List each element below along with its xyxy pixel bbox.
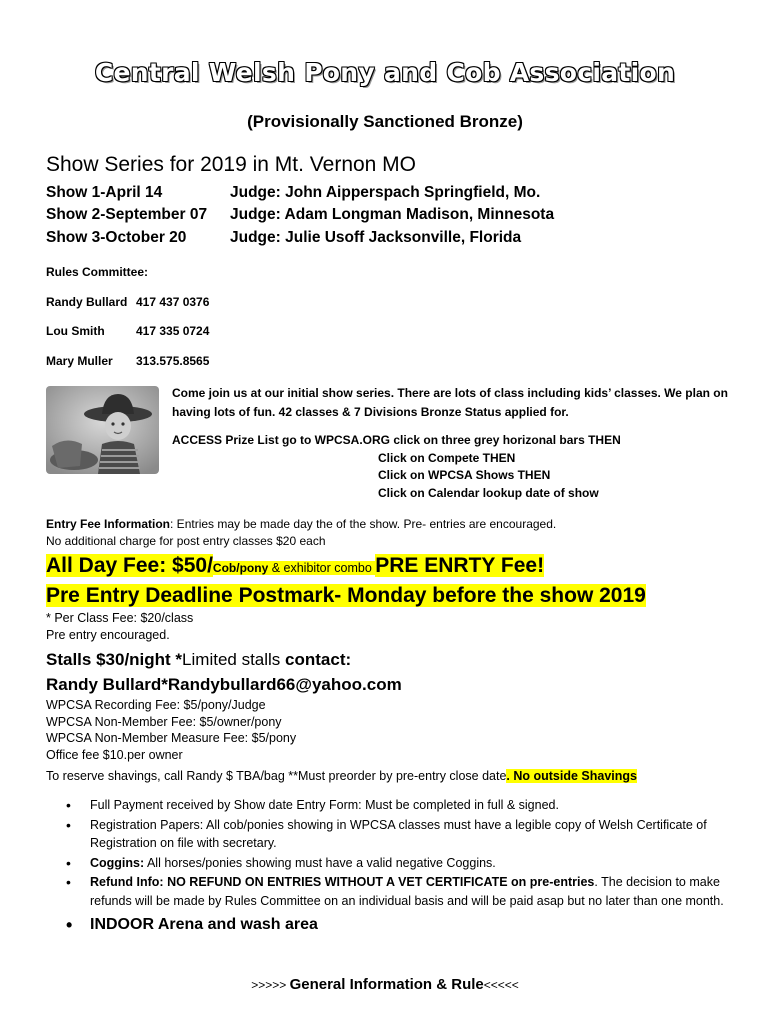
entry-fee-label: Entry Fee Information: [46, 517, 171, 531]
pre-entry-note: Pre entry encouraged.: [46, 628, 170, 642]
all-day-fee-pre-entry: PRE ENRTY Fee!: [375, 554, 545, 577]
fees-list: [46, 697, 296, 763]
entry-fee-line-2: No additional charge for post entry classes $20 each: [46, 533, 326, 548]
access-line-2: Click on Compete THEN: [378, 450, 516, 465]
show-1-date: Show 1-April 14: [46, 184, 163, 201]
intro-text: Come join us at our initial show series. There are lots of class including kids’ classes. We plan on having lots of fun. 42 classes & 7 Divisions Bronze Status applied for.: [172, 386, 728, 419]
access-instructions: [172, 432, 621, 502]
all-day-fee-amount: All Day Fee: $50/: [46, 554, 213, 577]
entry-fee-text: : Entries may be made day the of the show. Pre- entries are encouraged.: [170, 517, 557, 531]
fee-recording: WPCSA Recording Fee: $5/pony/Judge: [46, 698, 266, 712]
list-item: • Refund Info: NO REFUND ON ENTRIES WITHOUT A VET CERTIFICATE on pre-entries. The decision to make refunds will be made by Rules Committee on an individual basis and will be paid asap but no later than one month.: [66, 873, 726, 910]
per-class-fee: * Per Class Fee: $20/class: [46, 611, 194, 625]
pre-entry-deadline-text: Pre Entry Deadline Postmark- Monday before the show 2019: [46, 584, 646, 607]
no-outside-shavings: . No outside Shavings: [506, 769, 637, 783]
shavings-info: [46, 767, 637, 785]
show-3-date: Show 3-October 20: [46, 229, 187, 246]
access-line-4: Click on Calendar lookup date of show: [378, 485, 599, 500]
fee-non-member: WPCSA Non-Member Fee: $5/owner/pony: [46, 714, 282, 729]
committee-phone-2: 417 335 0724: [136, 324, 210, 338]
show-1-judge: Judge: John Aipperspach Springfield, Mo.: [230, 184, 541, 201]
stalls-limited: Limited stalls: [182, 650, 286, 669]
list-item: • Coggins: All horses/ponies showing must have a valid negative Coggins.: [66, 854, 726, 873]
stalls-contact-email: Randy Bullard*Randybullard66@yahoo.com: [46, 675, 402, 694]
page-title: Central Welsh Pony and Cob Association: [94, 58, 676, 87]
list-item: • INDOOR Arena and wash area: [66, 916, 726, 935]
all-day-fee-combo: & exhibitor combo: [268, 561, 376, 575]
footer-heading: [0, 976, 770, 993]
access-line-1: ACCESS Prize List go to WPCSA.ORG click on three grey horizonal bars THEN: [172, 433, 621, 447]
committee-name-2: Lou Smith: [46, 324, 105, 338]
series-title: Show Series for 2019 in Mt. Vernon MO: [46, 153, 417, 176]
fee-office: Office fee $10.per owner: [46, 747, 183, 762]
shavings-text: To reserve shavings, call Randy $ TBA/bag **Must preorder by pre-entry close date: [46, 769, 507, 783]
fee-measure: WPCSA Non-Member Measure Fee: $5/pony: [46, 731, 297, 745]
rules-committee-label: Rules Committee:: [46, 265, 149, 279]
stalls-contact: contact:: [285, 650, 352, 669]
committee-name-1: Randy Bullard: [46, 295, 128, 309]
stalls-info: [46, 648, 351, 672]
footer-left-arrows: >>>>>: [251, 978, 290, 992]
entry-fee-info: [46, 516, 556, 549]
all-day-fee: [46, 552, 544, 582]
committee-phone-3: 313.575.8565: [136, 354, 210, 368]
footer-right-arrows: <<<<<: [483, 978, 519, 992]
show-3-judge: Judge: Julie Usoff Jacksonville, Florida: [230, 229, 522, 246]
list-item: • Registration Papers: All cob/ponies showing in WPCSA classes must have a legible copy of Welsh Certificate of Registration on file with secretary.: [66, 816, 726, 853]
policy-list: [66, 796, 726, 936]
all-day-fee-unit: Cob/pony: [212, 561, 269, 575]
committee-name-3: Mary Muller: [46, 354, 113, 368]
stalls-price: Stalls $30/night *: [46, 650, 183, 669]
list-item: • Full Payment received by Show date Entry Form: Must be completed in full & signed.: [66, 796, 726, 815]
footer-title: General Information & Rule: [289, 976, 484, 993]
access-line-3: Click on WPCSA Shows THEN: [378, 468, 551, 482]
subtitle: (Provisionally Sanctioned Bronze): [247, 112, 523, 131]
committee-phone-1: 417 437 0376: [136, 295, 210, 309]
pre-entry-deadline: [46, 582, 646, 612]
child-cowboy-photo: [46, 386, 159, 474]
show-2-judge: Judge: Adam Longman Madison, Minnesota: [230, 206, 555, 223]
show-2-date: Show 2-September 07: [46, 206, 208, 223]
